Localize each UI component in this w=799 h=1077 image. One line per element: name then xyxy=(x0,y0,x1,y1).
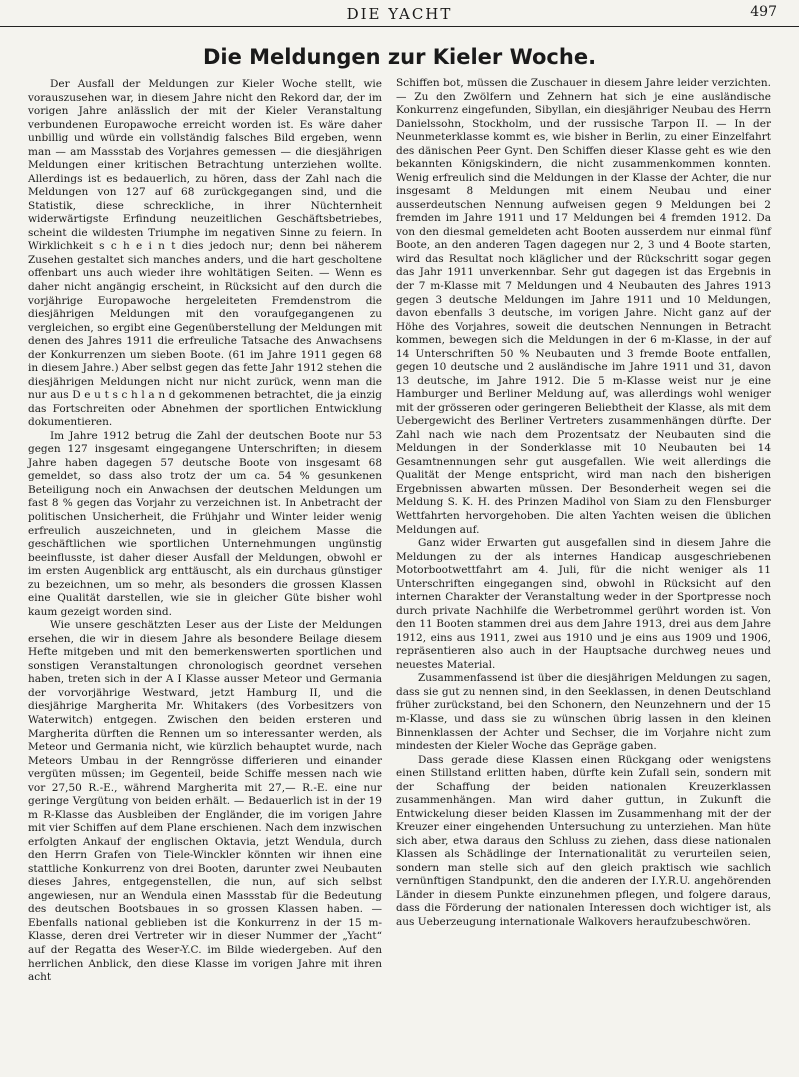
left-column xyxy=(28,78,382,985)
paragraph: Wie unsere geschätzten Leser aus der Liste der Meldungen ersehen, die wir in diesem Jahre als besondere Beilage diesem Hefte mitgeben und mit den bemerkenswerten sportlichen und sonstigen Veranstaltungen chronologisch geordnet versehen haben, treten sich in der A I Klasse ausser Meteor und Germania der vorvorjährige Westward, jetzt Hamburg II, und die diesjährige Margherita Mr. Whitakers (des Vorbesitzers von Waterwitch) entgegen. Zwischen den beiden ersteren und Margherita dürften die Rennen um so interessanter werden, als Meteor und Germania nicht, wie kürzlich behauptet wurde, nach Meteors Umbau in der Renngrösse differieren und einander vergüten müssen; im Gegenteil, beide Schiffe messen nach wie vor 27,50 R.-E., während Margherita mit 27,— R.-E. eine nur geringe Vergütung von beiden erhält. — Bedauerlich ist in der 19 m R-Klasse das Ausbleiben der Engländer, die im vorigen Jahre mit vier Schiffen auf dem Plane erschienen. Nach dem inzwischen erfolgten Ankauf der englischen Oktavia, jetzt Wendula, durch den Herrn Grafen von Tiele-Winckler könnten wir ihnen eine stattliche Konkurrenz von drei Booten, darunter zwei Neubauten dieses Jahres, entgegenstellen, die nun, auf sich selbst angewiesen, nur an Wendula einen Massstab für die Bedeutung des deutschen Bootsbaues in so grossen Klassen haben. — Ebenfalls national geblieben ist die Konkurrenz in der 15 m-Klasse, deren drei Vertreter wir in dieser Nummer der „Yacht“ auf der Regatta des Weser-Y.C. im Bilde wiedergeben. Auf den herrlichen Anblick, den diese Klasse im vorigen Jahre mit ihren acht xyxy=(28,619,382,984)
paragraph: Zusammenfassend ist über die diesjährigen Meldungen zu sagen, dass sie gut zu nennen sind, in den Seeklassen, in denen Deutschland früher zurückstand, bei den Schonern, den Neunzehnern und der 15 m-Klasse, und dass sie zu wünschen übrig lassen in den kleinen Binnenklassen der Achter und Sechser, die im Vorjahre nicht zum mindesten der Kieler Woche das Gepräge gaben. xyxy=(396,672,771,753)
paragraph: Im Jahre 1912 betrug die Zahl der deutschen Boote nur 53 gegen 127 insgesamt eingegangene Unterschriften; in diesem Jahre haben dagegen 57 deutsche Boote von insgesamt 68 gemeldet, so dass also trotz der um ca. 54 % gesunkenen Beteiligung noch ein Anwachsen der deutschen Meldungen um fast 8 % gegen das Vorjahr zu verzeichnen ist. In Anbetracht der politischen Unsicherheit, die Frühjahr und Winter leider wenig erfreulich auszeichneten, und in gleichem Masse die geschäftlichen wie sportlichen Unternehmungen ungünstig beeinflusste, ist daher dieser Ausfall der Meldungen, obwohl er im ersten Augenblick arg enttäuscht, als ein durchaus günstiger zu bezeichnen, um so mehr, als besonders die grossen Klassen eine Qualität darstellen, wie sie in gleicher Güte bisher wohl kaum gezeigt worden sind. xyxy=(28,429,382,618)
paragraph: Schiffen bot, müssen die Zuschauer in diesem Jahre leider verzichten. — Zu den Zwölfern und Zehnern hat sich je eine ausländische Konkurrenz eingefunden, Sibyllan, ein diesjähriger Neubau des Herrn Danielssohn, Stockholm, und der russische Tarpon II. — In der Neunmeterklasse kommt es, wie bisher in Berlin, zu einer Einzelfahrt des dänischen Peer Gynt. Den Schiffen dieser Klasse geht es wie den bekannten Königskindern, die nicht zusammenkommen konnten. Wenig erfreulich sind die Meldungen in der Klasse der Achter, die nur insgesamt 8 Meldungen mit einem Neubau und einer ausserdeutschen Nennung aufweisen gegen 9 Meldungen bei 2 fremden im Jahre 1911 und 17 Meldungen bei 4 fremden 1912. Da von den diesmal gemeldeten acht Booten ausserdem nur einmal fünf Boote, an den anderen Tagen dagegen nur 2, 3 und 4 Boote starten, wird das Resultat noch kläglicher und der Rückschritt sogar gegen das Jahr 1911 unverkennbar. Sehr gut dagegen ist das Ergebnis in der 7 m-Klasse mit 7 Meldungen und 4 Neubauten des Jahres 1913 gegen 3 deutsche Meldungen im Jahre 1911 und 10 Meldungen, davon ebenfalls 3 deutsche, im vorigen Jahre. Nicht ganz auf der Höhe des Vorjahres, soweit die deutschen Nennungen in Betracht kommen, bewegen sich die Meldungen in der 6 m-Klasse, in der auf 14 Unterschriften 50 % Neubauten und 3 fremde Boote entfallen, gegen 10 deutsche und 2 ausländische im Jahre 1911 und 31, davon 13 deutsche, im Jahre 1912. Die 5 m-Klasse weist nur je eine Hamburger und Berliner Meldung auf, was allerdings wohl weniger mit der grösseren oder geringeren Beliebtheit der Klasse, als mit dem Uebergewicht des Berliner Vertreters zusammenhängen dürfte. Der Zahl nach wie nach dem Prozentsatz der Neubauten sind die Meldungen in der Sonderklasse mit 10 Neubauten bei 14 Gesamtnennungen sehr gut ausgefallen. Wie weit allerdings die Qualität der Menge entspricht, wird man nach den bisherigen Ergebnissen abwarten müssen. Der Besonderheit wegen sei die Meldung S. K. H. des Prinzen Madihol von Siam zu den Flensburger Wettfahrten hervorgehoben. Die alten Yachten weisen die üblichen Meldungen auf. xyxy=(396,77,771,536)
paragraph: Dass gerade diese Klassen einen Rückgang oder wenigstens einen Stillstand erlitten haben, dürfte kein Zufall sein, sondern mit der Schaffung der beiden nationalen Kreuzerklassen zusammenhängen. Man wird daher guttun, in Zukunft die Entwickelung dieser beiden Klassen im Zusammenhang mit der der Kreuzer einer eingehenden Untersuchung zu unterziehen. Man hüte sich aber, etwa daraus den Schluss zu ziehen, dass diese nationalen Klassen als Schädlinge der Internationalität zu verurteilen seien, sondern man stelle sich auf den gleich praktisch wie sachlich vernünftigen Standpunkt, den die anderen der I.Y.R.U. angehörenden Länder in diesem Punkte einzunehmen pflegen, und folgere daraus, dass die Förderung der nationalen Interessen doch wichtiger ist, als aus Ueberzeugung internationale Walkovers heraufzubeschwören. xyxy=(396,753,771,928)
paragraph: Ganz wider Erwarten gut ausgefallen sind in diesem Jahre die Meldungen zu der als internes Handicap ausgeschriebenen Motorbootwettfahrt am 4. Juli, für die nicht weniger als 11 Unterschriften eingegangen sind, obwohl in Rücksicht auf den internen Charakter der Veranstaltung weder in der Sportpresse noch durch private Nachhilfe die Werbetrommel gerührt worden ist. Von den 11 Booten stammen drei aus dem Jahre 1913, drei aus dem Jahre 1912, eins aus 1911, zwei aus 1910 und je eins aus 1909 und 1906, repräsentieren also auch in der Hauptsache durchweg neues und neuestes Material. xyxy=(396,537,771,671)
running-title: DIE YACHT xyxy=(346,5,453,23)
paragraph: Der Ausfall der Meldungen zur Kieler Woche stellt, wie vorauszusehen war, in diesem Jahre nicht den Rekord dar, der im vorigen Jahre anlässlich der mit der Kieler Veranstaltung verbundenen Europawoche erreicht worden ist. Es wäre daher unbillig und würde ein vollständig falsches Bild ergeben, wenn man — am Massstab des Vorjahres gemessen — die diesjährigen Meldungen einer kritischen Betrachtung unterziehen wollte. Allerdings ist es bedauerlich, zu hören, dass der Zahl nach die Meldungen von 127 auf 68 zurückgegangen sind, und die Statistik, diese schreckliche, in ihrer Nüchternheit widerwärtigste Erfindung neuzeitlichen Geschäftsbetriebes, scheint die wildesten Triumphe im negativen Sinne zu feiern. In Wirklichkeit s c h e i n t dies jedoch nur; denn bei näherem Zusehen gestaltet sich manches anders, und die hart gescholtene offenbart uns auch wieder ihre wohltätigen Seiten. — Wenn es daher nicht angängig erscheint, in Rücksicht auf den durch die vorjährige Europawoche hergeleiteten Fremdenstrom die diesjährigen Meldungen mit den voraufgegangenen zu vergleichen, so ergibt eine Gegenüberstellung der Meldungen mit denen des Jahres 1911 die erfreuliche Tatsache des Anwachsens der Konkurrenzen um sieben Boote. (61 im Jahre 1911 gegen 68 in diesem Jahre.) Aber selbst gegen das fette Jahr 1912 stehen die diesjährigen Meldungen nicht nur nicht zurück, wenn man die nur aus D e u t s c h l a n d gekommenen betrachtet, die ja einzig das Fortschreiten oder Abnehmen der sportlichen Entwicklung dokumentieren. xyxy=(28,78,382,429)
article-title: Die Meldungen zur Kieler Woche. xyxy=(202,45,597,69)
page-header xyxy=(0,0,799,27)
page-number: 497 xyxy=(750,4,777,20)
right-column xyxy=(396,77,771,929)
